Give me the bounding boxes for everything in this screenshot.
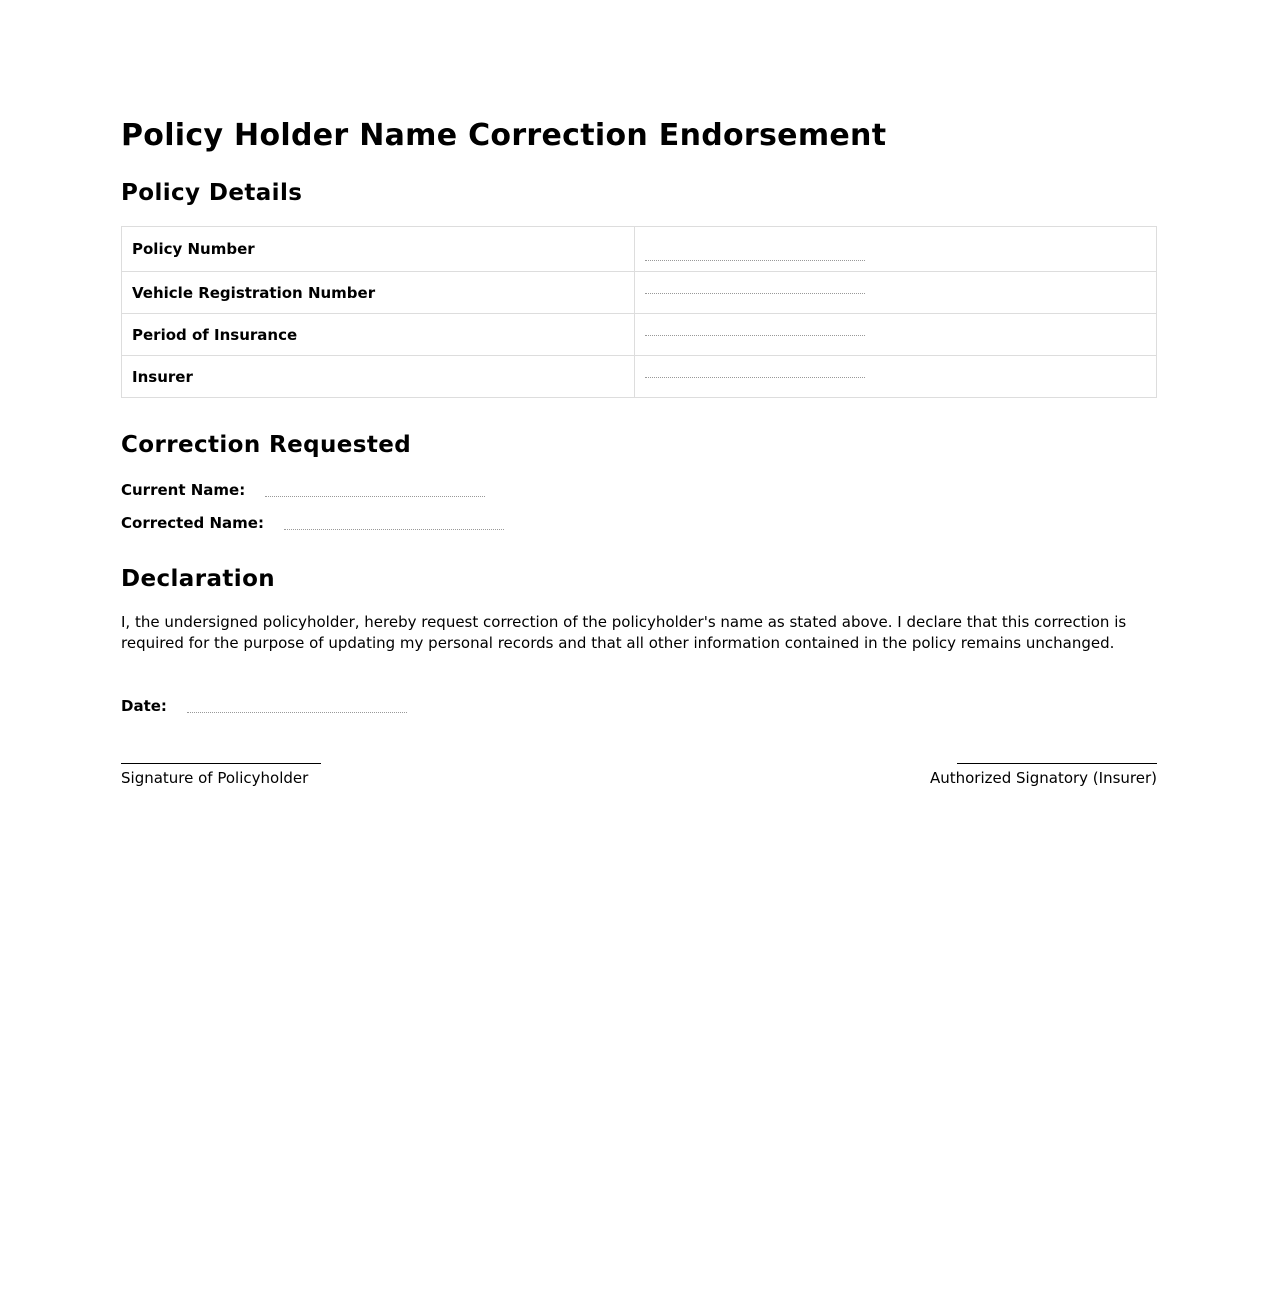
table-row — [122, 272, 1157, 314]
policyholder-signature-block — [121, 748, 321, 788]
policy-details-table — [121, 226, 1157, 398]
vehicle-registration-field[interactable] — [645, 293, 865, 294]
insurer-signature-caption: Authorized Signatory (Insurer) — [929, 769, 1157, 787]
current-name-field[interactable] — [265, 496, 485, 497]
current-name-label: Current Name: — [121, 481, 246, 499]
insurer-field[interactable] — [645, 377, 865, 378]
corrected-name-field[interactable] — [284, 529, 504, 530]
vehicle-registration-label: Vehicle Registration Number — [122, 272, 635, 314]
period-of-insurance-cell — [635, 314, 1157, 356]
policy-number-cell — [635, 227, 1157, 272]
policyholder-signature-caption: Signature of Policyholder — [121, 769, 309, 787]
date-row — [121, 696, 407, 716]
period-of-insurance-label: Period of Insurance — [122, 314, 635, 356]
insurer-signature-line[interactable] — [957, 748, 1157, 764]
document-title: Policy Holder Name Correction Endorsement — [121, 118, 887, 153]
corrected-name-label: Corrected Name: — [121, 514, 264, 532]
declaration-heading: Declaration — [121, 566, 276, 592]
policy-number-field[interactable] — [645, 260, 865, 261]
policy-details-heading: Policy Details — [121, 180, 303, 206]
table-row — [122, 227, 1157, 272]
insurer-cell — [635, 356, 1157, 398]
policyholder-signature-line[interactable] — [121, 748, 321, 764]
corrected-name-row — [121, 513, 504, 533]
date-label: Date: — [121, 697, 167, 715]
date-field[interactable] — [187, 712, 407, 713]
vehicle-registration-cell — [635, 272, 1157, 314]
correction-requested-heading: Correction Requested — [121, 432, 412, 458]
current-name-row — [121, 480, 485, 500]
table-row — [122, 356, 1157, 398]
insurer-label: Insurer — [122, 356, 635, 398]
policy-number-label: Policy Number — [122, 227, 635, 272]
insurer-signature-block — [930, 748, 1157, 788]
declaration-text: I, the undersigned policyholder, hereby request correction of the policyholder's name as stated above. I declare that this correction is required for the purpose of updating my personal records and that all other information contained in the policy remains unchanged. — [121, 613, 1127, 652]
period-of-insurance-field[interactable] — [645, 335, 865, 336]
table-row — [122, 314, 1157, 356]
